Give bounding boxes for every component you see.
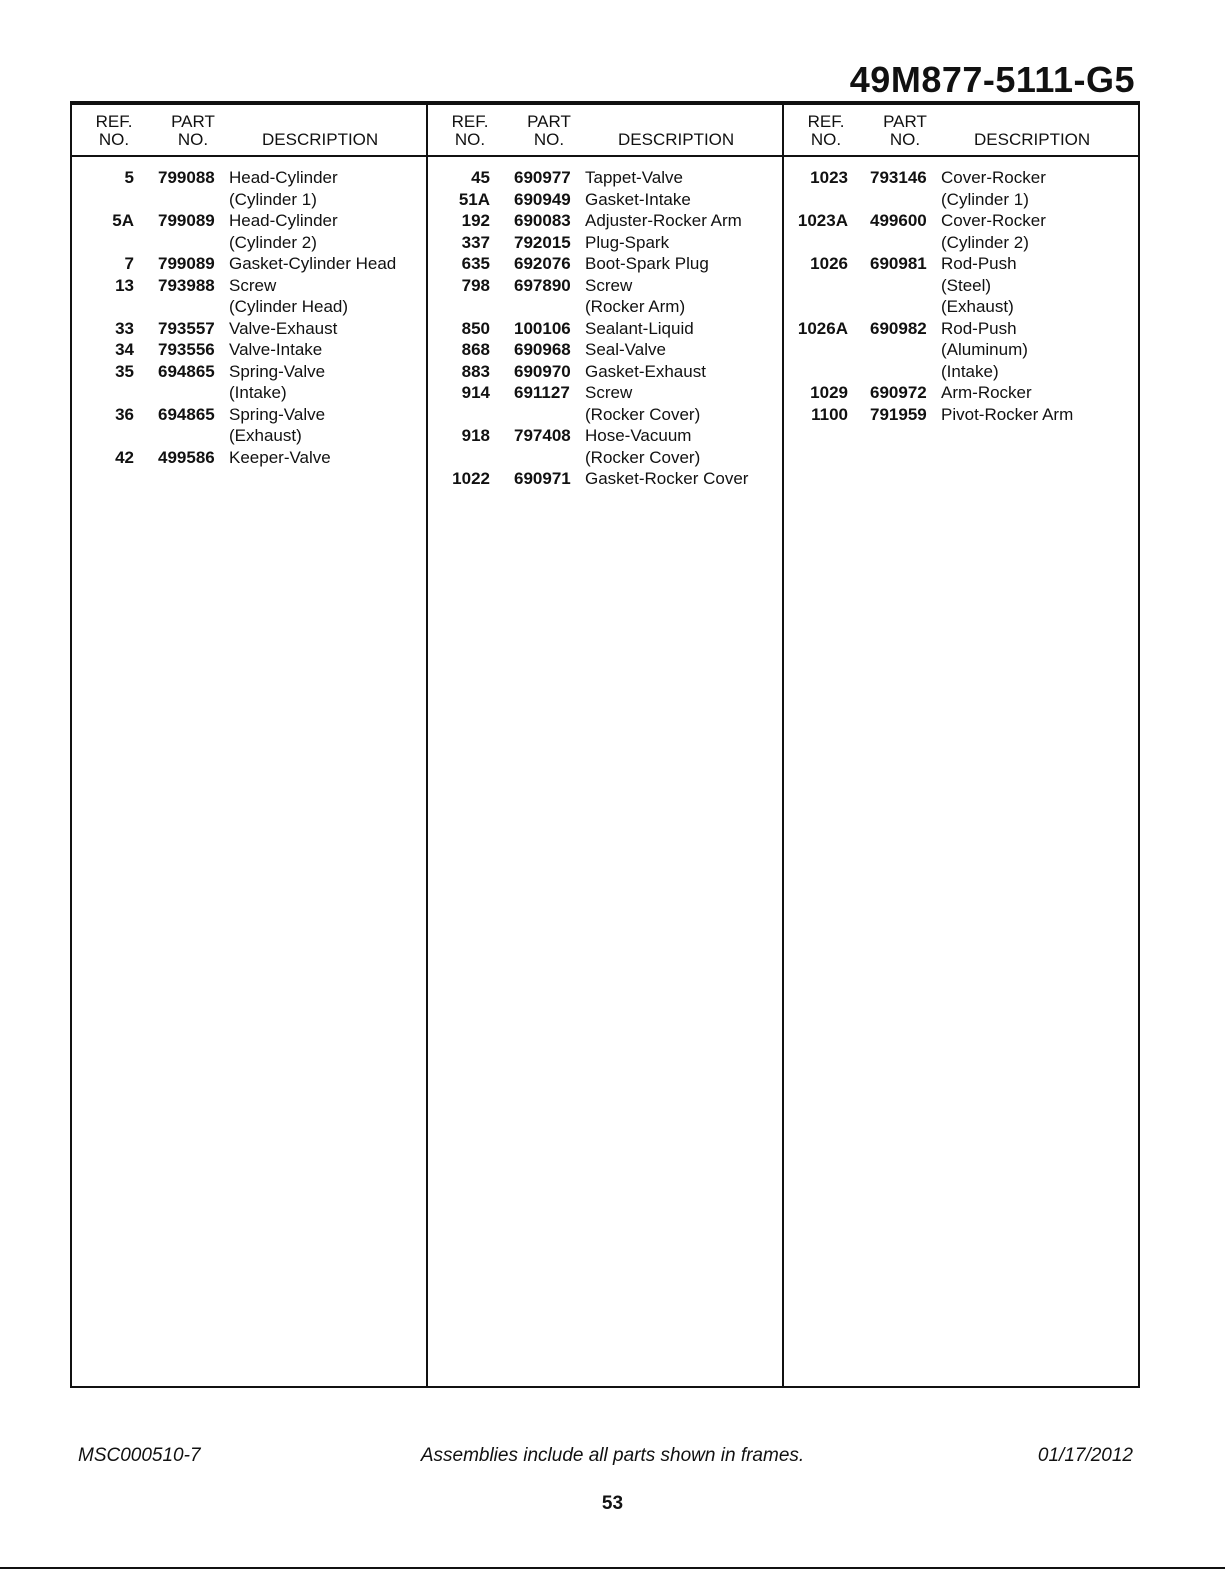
part-no: 791959	[870, 404, 927, 424]
ref-no: 914	[461, 383, 490, 402]
bottom-rule	[0, 1567, 1225, 1569]
part-no: 694865	[158, 404, 215, 424]
part-row	[72, 318, 426, 340]
part-no: 690968	[514, 340, 571, 359]
description-header: DESCRIPTION	[618, 130, 735, 149]
ref-header-line1: REF.	[95, 112, 133, 131]
part-row	[428, 253, 782, 275]
part-no: 690949	[514, 189, 571, 209]
page-number: 53	[601, 1493, 624, 1514]
part-row	[72, 404, 426, 447]
part-header-line2: NO.	[889, 130, 921, 149]
ref-no: 42	[115, 447, 134, 467]
ref-no: 1022	[452, 469, 490, 488]
column-header	[784, 104, 1140, 157]
ref-no: 1023A	[797, 211, 848, 230]
part-no: 799088	[158, 168, 215, 187]
part-description: Gasket-Rocker Cover	[585, 469, 749, 488]
part-row	[428, 425, 782, 468]
ref-no-header	[92, 113, 136, 149]
ref-no: 36	[115, 404, 134, 424]
part-row	[428, 468, 782, 490]
part-description: Adjuster-Rocker Arm	[585, 211, 742, 230]
part-row	[784, 404, 1140, 426]
part-no: 793146	[870, 168, 927, 187]
part-no: 797408	[514, 426, 571, 445]
part-row	[428, 167, 782, 189]
ref-no: 1023	[810, 168, 848, 187]
footer-date: 01/17/2012	[1037, 1445, 1133, 1466]
part-header-line2: NO.	[177, 130, 209, 149]
ref-no: 798	[461, 275, 490, 295]
part-header-line2: NO.	[533, 130, 565, 149]
parts-column-2	[428, 104, 784, 1386]
part-description: Rod-Push (Steel) (Exhaust)	[941, 254, 1017, 316]
part-description: Gasket-Exhaust	[585, 361, 706, 381]
part-row	[72, 167, 426, 210]
part-row	[72, 447, 426, 469]
ref-no: 883	[461, 361, 490, 381]
part-row	[72, 361, 426, 404]
part-header-line1: PART	[883, 112, 927, 131]
part-row	[72, 253, 426, 275]
description-header: DESCRIPTION	[262, 130, 379, 149]
ref-header-line1: REF.	[451, 112, 489, 131]
part-description: Gasket-Cylinder Head	[229, 254, 397, 273]
footer-doc-code: MSC000510-7	[78, 1445, 201, 1466]
part-description: Cover-Rocker (Cylinder 1)	[941, 168, 1046, 209]
ref-header-line2: NO.	[810, 130, 842, 149]
ref-no: 45	[471, 168, 490, 187]
part-row	[428, 382, 782, 425]
part-row	[784, 253, 1140, 318]
ref-no-header	[804, 113, 848, 149]
ref-no: 850	[461, 318, 490, 338]
part-description: Seal-Valve	[585, 340, 666, 359]
document-id: 49M877-5111-G5	[849, 59, 1135, 100]
part-description: Valve-Intake	[229, 340, 323, 359]
part-no: 690970	[514, 361, 571, 381]
part-description: Head-Cylinder (Cylinder 2)	[229, 211, 338, 252]
part-row	[784, 318, 1140, 383]
part-row	[72, 339, 426, 361]
ref-header-line2: NO.	[98, 130, 130, 149]
part-no: 100106	[514, 318, 571, 338]
part-no: 799089	[158, 211, 215, 230]
parts-rows	[72, 157, 426, 468]
part-description: Gasket-Intake	[585, 189, 691, 209]
part-description: Pivot-Rocker Arm	[941, 404, 1074, 424]
ref-no: 33	[115, 318, 134, 338]
part-row	[428, 275, 782, 318]
ref-no: 918	[461, 426, 490, 445]
part-row	[428, 210, 782, 232]
column-header	[428, 104, 782, 157]
part-description: Screw (Rocker Cover)	[585, 383, 701, 424]
parts-frame	[70, 104, 1140, 1388]
part-description: Cover-Rocker (Cylinder 2)	[941, 211, 1046, 252]
part-description: Tappet-Valve	[585, 168, 683, 187]
part-no: 690977	[514, 168, 571, 187]
part-no: 697890	[514, 275, 571, 295]
part-no: 799089	[158, 254, 215, 273]
ref-no: 1026A	[797, 318, 848, 338]
ref-header-line1: REF.	[807, 112, 845, 131]
parts-rows	[428, 157, 782, 490]
parts-column-1	[72, 104, 428, 1386]
part-no: 793557	[158, 318, 215, 338]
ref-no: 35	[115, 361, 134, 381]
part-description: Plug-Spark	[585, 232, 670, 252]
footer-note: Assemblies include all parts shown in frames.	[420, 1445, 805, 1466]
part-description: Rod-Push (Aluminum) (Intake)	[941, 318, 1028, 381]
part-no-header	[870, 113, 940, 149]
part-no: 694865	[158, 361, 215, 381]
part-description: Arm-Rocker	[941, 383, 1032, 402]
ref-no: 1026	[810, 254, 848, 273]
part-row	[784, 210, 1140, 253]
part-row	[72, 275, 426, 318]
part-description: Spring-Valve (Intake)	[229, 361, 326, 402]
part-row	[428, 339, 782, 361]
part-no: 690981	[870, 254, 927, 273]
parts-column-3	[784, 104, 1140, 1386]
part-description: Sealant-Liquid	[585, 318, 694, 338]
parts-rows	[784, 157, 1140, 425]
ref-no: 5A	[112, 211, 134, 230]
ref-no: 34	[115, 340, 134, 359]
part-row	[428, 361, 782, 383]
ref-no: 7	[124, 254, 134, 273]
part-row	[72, 210, 426, 253]
part-no: 499600	[870, 211, 927, 230]
part-row	[428, 189, 782, 211]
ref-no: 1029	[810, 383, 848, 402]
ref-no: 635	[461, 254, 490, 273]
part-row	[784, 167, 1140, 210]
part-no-header	[514, 113, 584, 149]
part-no: 690083	[514, 211, 571, 230]
column-header	[72, 104, 426, 157]
part-no: 690982	[870, 318, 927, 338]
ref-no: 51A	[458, 189, 490, 209]
part-description: Valve-Exhaust	[229, 318, 338, 338]
part-description: Screw (Rocker Arm)	[585, 275, 686, 316]
part-no: 792015	[514, 232, 571, 252]
ref-header-line2: NO.	[454, 130, 486, 149]
part-no: 690972	[870, 383, 927, 402]
part-row	[784, 382, 1140, 404]
ref-no-header	[448, 113, 492, 149]
part-no: 499586	[158, 447, 215, 467]
description-header: DESCRIPTION	[974, 130, 1091, 149]
part-no: 793988	[158, 275, 215, 295]
part-row	[428, 318, 782, 340]
part-no-header	[158, 113, 228, 149]
part-no: 793556	[158, 340, 215, 359]
part-no: 691127	[514, 383, 570, 402]
part-description: Keeper-Valve	[229, 447, 331, 467]
part-description: Hose-Vacuum (Rocker Cover)	[585, 426, 701, 467]
part-no: 692076	[514, 254, 571, 273]
ref-no: 192	[461, 211, 490, 230]
part-description: Spring-Valve (Exhaust)	[229, 404, 326, 445]
ref-no: 337	[461, 232, 490, 252]
ref-no: 5	[124, 168, 134, 187]
ref-no: 1100	[811, 404, 848, 424]
part-description: Head-Cylinder (Cylinder 1)	[229, 168, 338, 209]
ref-no: 13	[115, 275, 134, 295]
part-no: 690971	[514, 469, 571, 488]
part-header-line1: PART	[171, 112, 215, 131]
ref-no: 868	[461, 340, 490, 359]
part-description: Boot-Spark Plug	[585, 254, 709, 273]
part-row	[428, 232, 782, 254]
part-description: Screw (Cylinder Head)	[229, 275, 349, 316]
part-header-line1: PART	[527, 112, 571, 131]
